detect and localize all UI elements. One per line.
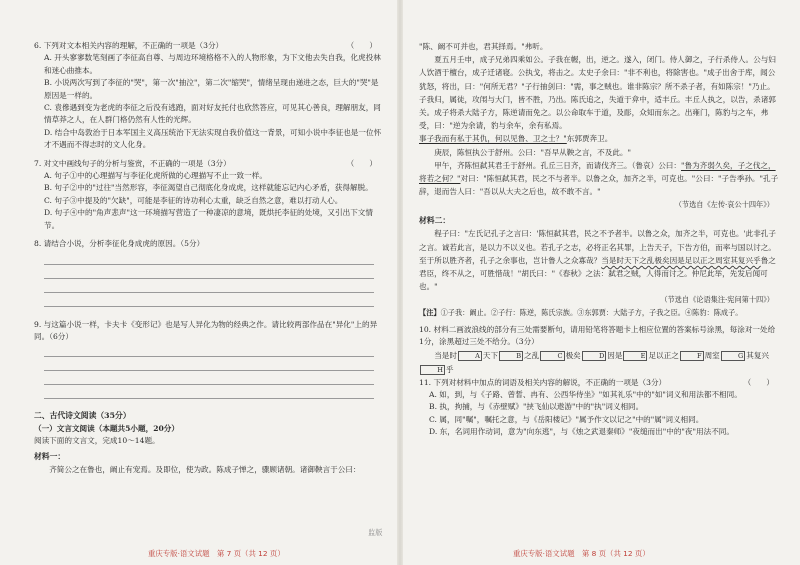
sentence-part: 之乱 [524,350,540,360]
material-2 [419,214,780,307]
mark-f[interactable]: F [680,351,704,361]
material-label: 材料二： [419,216,451,226]
mark-c[interactable]: C [540,351,564,361]
option-b: B. 句子②中的"过往"当然形容，李征渴望自己彻底化身成虎，这样就能忘记内心矛盾，获得解脱。 [44,183,373,193]
option-c: C. 属，同"嘱"，嘱托之意，与《岳阳楼记》"属予作文以记之"中的"属"词义相同。 [429,414,704,424]
answer-paren: （ ） [346,158,377,168]
option-d: D. 东，名词用作动词，意为"向东逃"，与《烛之武退秦师》"夜缒而出"中的"夜"用法不同。 [429,427,734,437]
sentence-part: 当是时 [434,350,457,360]
question-10 [419,324,780,377]
sentence-part: 足以正之 [648,350,679,360]
option-b: B. 小说两次写到了李征的"哭"，第一次"抽泣"，第二次"缩哭"，情绪呈现由递进之态，巨大的"哭"是原因是一样的。 [44,78,379,100]
answer-line[interactable] [44,264,374,265]
wavy-underlined-sentence: 当是时天下之乱极矣因是足以正之周室其复兴乎 [601,255,761,265]
question-stem: 7. 对文中画线句子的分析与鉴赏，不正确的一项是（3分） （ ） [34,158,383,170]
option-b: B. 执，拘捕，与《赤壁赋》"挟飞仙以遨游"中的"执"词义相同。 [429,402,644,412]
option-c: C. 袁傪遇到变为老虎的李征之后没有逃跑，面对好友托付也欣然答应，可见其心善良，理解朋友，同情草莽之人，在人群门格仍然有人性的光辉。 [44,103,381,125]
answer-line[interactable] [44,278,374,279]
question-9 [34,319,383,400]
mark-g[interactable]: G [721,351,745,361]
passage-text: "陈、阚不可并也，君其择焉。"弗听。 [419,42,548,51]
mark-e[interactable]: E [623,351,647,361]
subsection-title: （一）文言文阅读（本题共5小题，20分） [34,424,179,434]
mark-h[interactable]: H [420,365,445,375]
passage-text: 夏五月壬申，成子兄弟四乘如公。子我在幄，出，逆之。遂入，闭门。侍人御之，子行杀侍人。公与妇人饮酒于檀台，成子迁诸寝。公执戈，将击之。太史子余曰："非不利也，将除害也。"成子出舍于库，闻公犹怒，将出，曰："何所无君？"子行抽剑曰："需，事之贼也。谁非陈宗？所不杀子者，有如陈宗！"乃止。子我归，属徒，攻闱与大门，皆不胜，乃出。陈氏追之，失道于弇中，适丰丘。丰丘人执之，以告，杀诸郭关。成子将杀大陆子方，陈逆请而免之。以公命取车于道，及耏，众知而东之。出雍门，陈豹与之车，弗受，曰："逆为余请，豹与余车，余有私焉。 [419,55,776,131]
option-a: A. 句子①中的心理描写与李征化虎所做的心理描写不止一致一样。 [44,171,267,181]
instruction: 阅读下面的文言文，完成10～14题。 [34,436,160,446]
question-stem: 6. 下列对文本相关内容的理解，不正确的一项是（3分） （ ） [34,40,383,52]
segment-sentence [419,349,780,377]
question-6 [34,40,383,152]
option-a: A. 如，到，与《子路、曾皙、冉有、公西华侍坐》"如其礼乐"中的"如"词义和用法都不相同。 [429,390,742,400]
passage-text: 鲁之君臣，终不从之，可胜惜哉！"胡氏曰："《春秋》之法：弑君之贼，人得而讨之。仲尼此举，先发后闻可也。" [419,255,776,292]
mark-d[interactable]: D [582,351,606,361]
option-a: A. 开头寥寥数笔刻画了李征高自尊、与周边环境格格不入的人物形象，为下文他去失自我，化虎投林和迷心曲推本。 [44,53,381,75]
option-d: D. 结合中岛敦治于日本军国主义高压统治下无法实现自我价值这一背景，可知小说中李征也是一位怀才不遇而不得志时的文人化身。 [44,127,382,150]
page-footer: 重庆专版·语文试题 第 7 页（共 12 页） [148,549,285,558]
mark-a[interactable]: A [458,351,482,361]
sentence-part: 周室 [704,350,720,360]
option-d: D. 句子④中的"角声悲声"这一环境描写营造了一种凄凉的意境，既烘托李征的处境，又引出下文情节。 [44,208,373,230]
question-stem: 9. 与这篇小说一样，卡夫卡《变形记》也是写人异化为物的经典之作。请比较两部作品在"异化"上的异同。（6分） [34,319,378,341]
option-c: C. 句子③中提及的"欠缺"，可能是李征的诗功利心太重，缺乏自然之意，难以打动人心。 [44,195,343,205]
sentence-part: 乎 [445,364,454,374]
question-stem: 8. 请结合小说，分析李征化身成虎的原因。（5分） [34,239,205,249]
passage-text: 东郭贾奔卫。 [566,134,613,144]
passage-text: 对曰："陈恒弑其君，民之不与者半。以鲁之众，加齐之半，可克也。"公曰："子告季孙。"孔子辞，退而告人曰："吾以从大夫之后也，故不敢不言。" [419,174,779,197]
passage-text: 程子曰："左氏记孔子之言曰：'陈恒弑其君，民之不予者半。以鲁之众，加齐之半，可克也。'此非孔子之言。诚若此言，是以力不以义也。若孔子之志，必将正名其罪，上告天子，下告方伯，而率与国以讨之。至于所以胜齐者，孔子之余事也，岂计鲁人之众寡哉？ [419,229,776,265]
question-11 [419,377,780,439]
question-stem: 11. 下列对材料中加点的词语及相关内容的解说，不正确的一项是（3分） （ ） [419,377,780,389]
watermark-stamp: 监版 [368,528,383,537]
answer-line[interactable] [44,356,374,357]
source-citation: （节选自《论语集注·宪问第十四》） [660,295,774,305]
answer-line[interactable] [44,384,374,385]
annotation-note [419,307,780,319]
answer-paren: （ ） [743,377,774,387]
passage-text: 齐简公之在鲁也，阚止有宠焉。及即位，使为政。陈成子惮之，骤顾诸朝。诸御鞅言于公曰： [49,464,361,474]
passage-text: 庚辰，陈恒执公于舒州。公曰："吾早从鞅之言，不及此。" [434,147,632,157]
question-8 [34,238,383,306]
note-text: ①子我：阚止。②子行：陈逆，陈氏宗族。③东郭贾：大陆子方，子我之臣。④陈豹：陈成子。 [440,308,743,318]
answer-paren: （ ） [346,41,377,50]
sentence-part: 因是 [607,350,623,360]
question-7 [34,158,383,232]
source-citation: （节选自《左传·哀公十四年》） [674,200,774,210]
sentence-part: 天下 [482,350,499,360]
page-footer: 重庆专版·语文试题 第 8 页（共 12 页） [513,549,650,558]
right-page [403,0,800,565]
underlined-sentence: "鲁为齐弱久矣，子之伐之，将若之何？" [419,160,776,184]
sentence-part: 其复兴 [746,350,770,360]
material-label: 材料一： [34,451,66,461]
note-label: 【注】 [419,308,441,318]
section-title: 二、古代诗文阅读（35分） [34,411,131,421]
left-page [0,0,397,565]
section-classical [34,409,383,476]
passage-text: 甲午，齐陈恒弑其君壬于舒州。孔丘三日齐，而请伐齐三。（鲁哀）公曰： [434,160,681,170]
answer-line[interactable] [44,370,374,371]
underlined-sentence: 事子我而有私于其仇，何以见鲁、卫之士？" [419,134,567,144]
mark-b[interactable]: B [499,351,523,361]
material-1-continued [419,40,780,212]
answer-line[interactable] [44,292,374,293]
sentence-part: 极矣 [565,350,581,360]
question-stem: 10. 材料二画波浪线的部分有三处需要断句，请用铅笔将答题卡上相应位置的答案标号涂黑，每涂对一处给1分，涂黑超过三处不给分。（3分） [419,324,776,347]
